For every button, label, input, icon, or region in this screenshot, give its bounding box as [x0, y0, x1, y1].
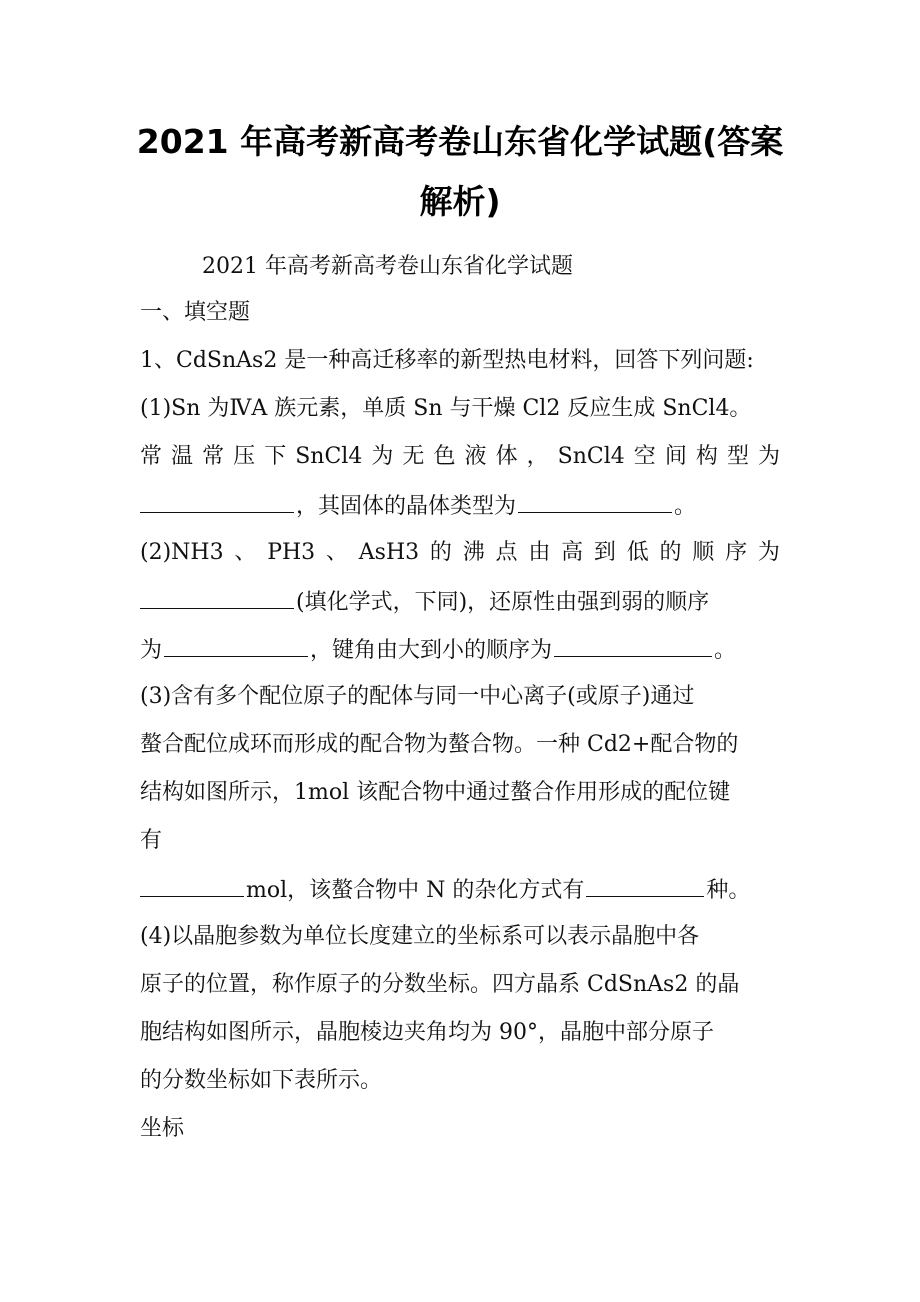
answer-blank[interactable] — [554, 634, 712, 657]
section-heading: 一、填空题 — [140, 300, 251, 325]
part-3-line-5: mol，该螯合物中 N 的杂化方式有 种。 — [140, 874, 800, 906]
part-4-line-2: 原子的位置，称作原子的分数坐标。四方晶系 CdSnAs2 的晶 — [140, 972, 740, 997]
part-3-line-3: 结构如图所示，1mol 该配合物中通过螯合作用形成的配位键 — [140, 780, 731, 805]
title-line-1: 2021 年高考新高考卷山东省化学试题(答案 — [136, 122, 784, 161]
part-4-line-3: 胞结构如图所示，晶胞棱边夹角均为 90°，晶胞中部分原子 — [140, 1020, 714, 1045]
part-1-line-3: ，其固体的晶体类型为 。 — [140, 490, 780, 522]
question-1-intro: 1、CdSnAs2 是一种高迁移率的新型热电材料，回答下列问题: — [140, 348, 754, 373]
part-3-line-1: (3)含有多个配位原子的配体与同一中心离子(或原子)通过 — [140, 684, 695, 709]
part-2-line-1: (2)NH3 、 PH3 、 AsH3 的 沸 点 由 高 到 低 的 顺 序 为 — [140, 540, 780, 565]
answer-blank[interactable] — [140, 490, 294, 513]
part-4-line-4: 的分数坐标如下表所示。 — [140, 1068, 383, 1093]
subtitle: 2021 年高考新高考卷山东省化学试题 — [202, 254, 573, 279]
document-title — [120, 112, 800, 232]
answer-blank[interactable] — [518, 490, 672, 513]
title-line-2: 解析) — [419, 182, 501, 221]
part-4-line-1: (4)以晶胞参数为单位长度建立的坐标系可以表示晶胞中各 — [140, 924, 700, 949]
answer-blank[interactable] — [140, 874, 244, 897]
answer-blank[interactable] — [164, 634, 308, 657]
part-1-line-2: 常 温 常 压 下 SnCl4 为 无 色 液 体 ， SnCl4 空 间 构 型 为 — [140, 444, 780, 469]
answer-blank[interactable] — [140, 586, 294, 609]
table-label: 坐标 — [140, 1116, 185, 1141]
part-2-line-2: (填化学式，下同)，还原性由强到弱的顺序 — [140, 586, 780, 618]
part-3-line-2: 螯合配位成环而形成的配合物为螯合物。一种 Cd2+配合物的 — [140, 732, 739, 757]
part-3-line-4: 有 — [140, 828, 163, 853]
part-1-line-1: (1)Sn 为ⅣA 族元素，单质 Sn 与干燥 Cl2 反应生成 SnCl4。 — [140, 396, 752, 421]
part-2-line-3: 为 ，键角由大到小的顺序为 。 — [140, 634, 780, 666]
answer-blank[interactable] — [586, 874, 704, 897]
